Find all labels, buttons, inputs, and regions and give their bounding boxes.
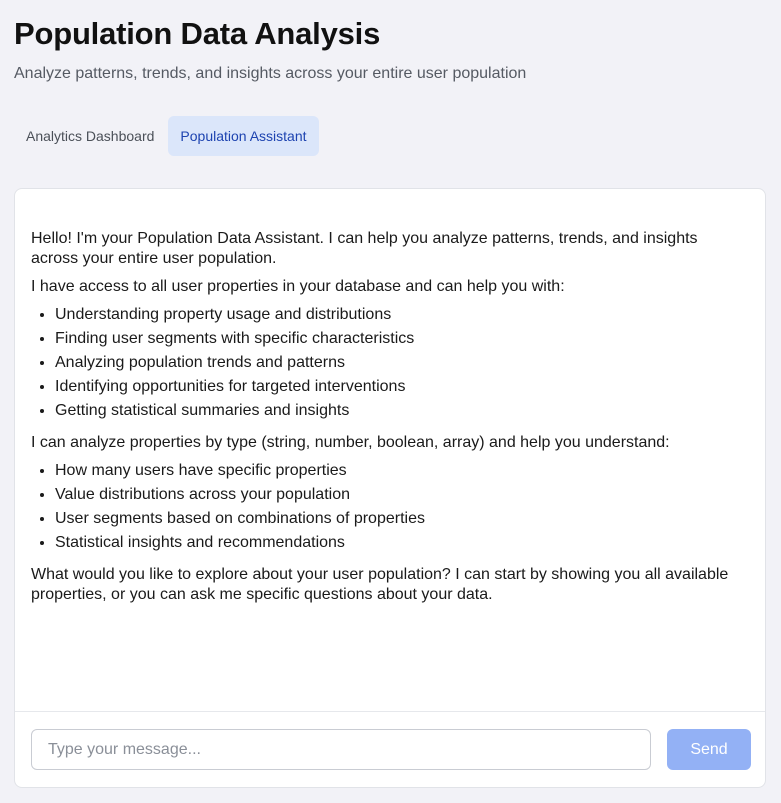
list-item: • Statistical insights and recommendations — [55, 533, 749, 553]
capabilities-list — [31, 305, 749, 421]
list-item: • How many users have specific properties — [55, 461, 749, 481]
list-item: • Identifying opportunities for targeted interventions — [55, 377, 749, 397]
chat-panel — [14, 188, 766, 788]
analyses-list — [31, 461, 749, 553]
tab-analytics-dashboard[interactable]: Analytics Dashboard — [26, 128, 155, 144]
list-item: • User segments based on combinations of properties — [55, 509, 749, 529]
list-item: • Finding user segments with specific characteristics — [55, 329, 749, 349]
message-composer — [15, 711, 765, 787]
message-types-intro: I can analyze properties by type (string, number, boolean, array) and help you understand: — [31, 434, 670, 451]
list-item: • Value distributions across your population — [55, 485, 749, 505]
list-item: • Getting statistical summaries and insights — [55, 401, 749, 421]
message-access: I have access to all user properties in your database and can help you with: — [31, 278, 565, 295]
list-item: • Understanding property usage and distributions — [55, 305, 749, 325]
assistant-message — [31, 229, 749, 605]
tab-bar — [14, 116, 319, 156]
tab-population-assistant[interactable]: Population Assistant — [168, 116, 318, 156]
message-input[interactable] — [31, 729, 651, 770]
page-subtitle: Analyze patterns, trends, and insights across your entire user population — [14, 65, 527, 82]
list-item: • Analyzing population trends and patterns — [55, 353, 749, 373]
message-list[interactable] — [15, 189, 765, 712]
page-header — [14, 14, 767, 84]
page-title: Population Data Analysis — [14, 16, 381, 51]
message-intro: Hello! I'm your Population Data Assistant. I can help you analyze patterns, trends, and insights across your entire user population. — [31, 230, 698, 267]
message-closing: What would you like to explore about your user population? I can start by showing you all available properties, or you can ask me specific questions about your data. — [31, 566, 729, 603]
send-button[interactable]: Send — [667, 729, 751, 770]
